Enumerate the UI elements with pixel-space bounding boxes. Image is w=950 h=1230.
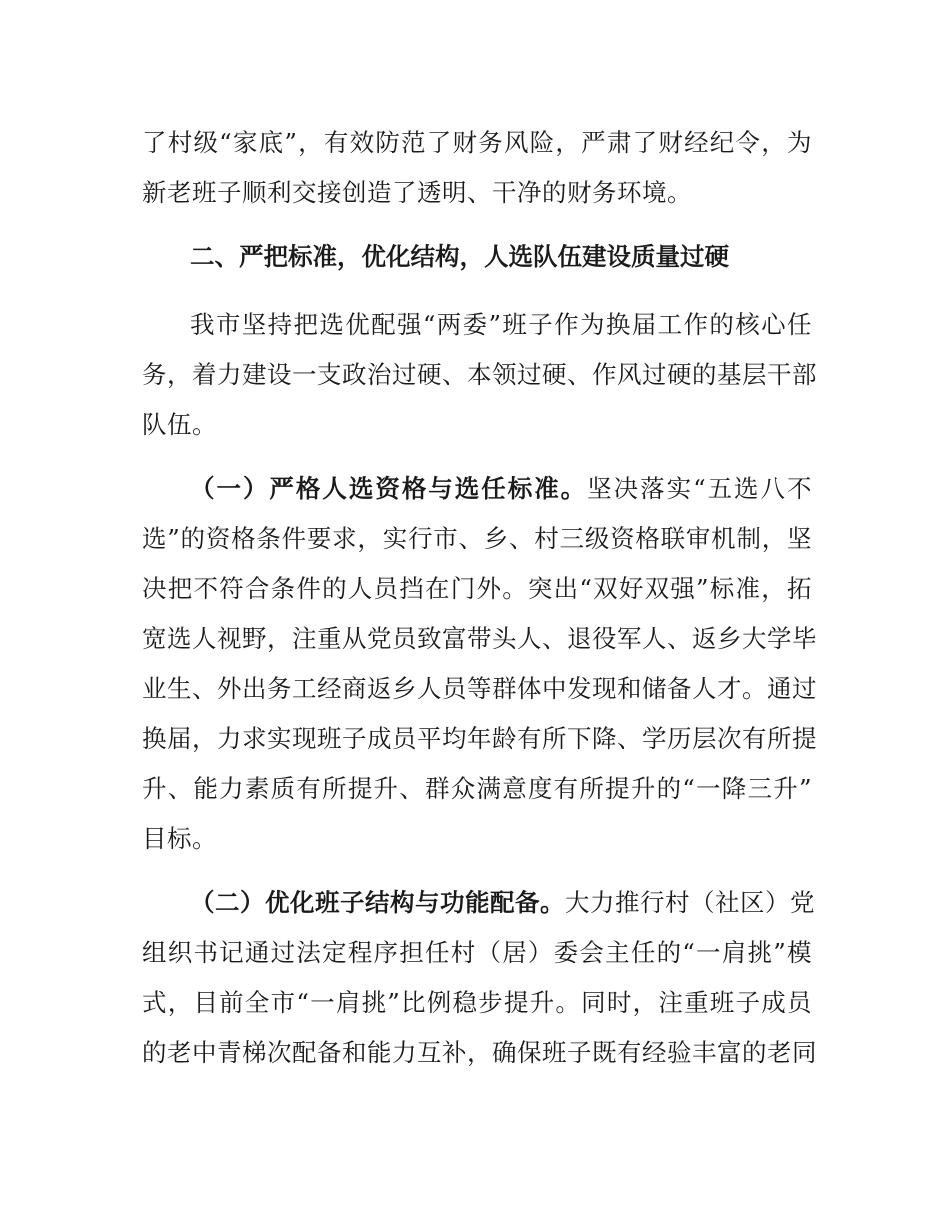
paragraph-line: 宽选人视野，注重从党员致富带头人、退役军人、返乡大学毕 (142, 624, 817, 653)
paragraph-line: 式，目前全市“一肩挑”比例稳步提升。同时，注重班子成员 (142, 988, 812, 1017)
paragraph-line: 换届，力求实现班子成员平均年龄有所下降、学历层次有所提 (142, 724, 817, 753)
paragraph-line: 目标。 (142, 824, 217, 853)
paragraph-line: 队伍。 (142, 410, 217, 439)
paragraph-line: 了村级“家底”，有效防范了财务风险，严肃了财经纪令，为 (142, 128, 812, 157)
subsection-1-lead: （一）严格人选资格与选任标准。 (190, 474, 588, 503)
paragraph-line: 组织书记通过法定程序担任村（居）委会主任的“一肩挑”模 (142, 938, 812, 967)
subsection-1-first-text: 坚决落实“五选八不 (587, 474, 812, 503)
subsection-2-lead: （二）优化班子结构与功能配备。 (190, 888, 565, 917)
paragraph-line: 我市坚持把选优配强“两委”班子作为换届工作的核心任 (190, 310, 812, 339)
section-heading: 二、严把标准，优化结构，人选队伍建设质量过硬 (190, 242, 729, 271)
paragraph-line: 的老中青梯次配备和能力互补，确保班子既有经验丰富的老同 (142, 1038, 817, 1067)
paragraph-line: 务，着力建设一支政治过硬、本领过硬、作风过硬的基层干部 (142, 360, 817, 389)
subsection-2-first-text: 大力推行村（社区）党 (565, 888, 815, 917)
paragraph-line: 升、能力素质有所提升、群众满意度有所提升的“一降三升” (142, 774, 812, 803)
paragraph-line: 决把不符合条件的人员挡在门外。突出“双好双强”标准，拓 (142, 574, 812, 603)
subsection-1-first-line (190, 472, 812, 506)
subsection-2-first-line (190, 886, 815, 920)
paragraph-line: 新老班子顺利交接创造了透明、干净的财务环境。 (142, 178, 692, 207)
paragraph-line: 选”的资格条件要求，实行市、乡、村三级资格联审机制，坚 (142, 524, 812, 553)
paragraph-line: 业生、外出务工经商返乡人员等群体中发现和储备人才。通过 (142, 674, 817, 703)
